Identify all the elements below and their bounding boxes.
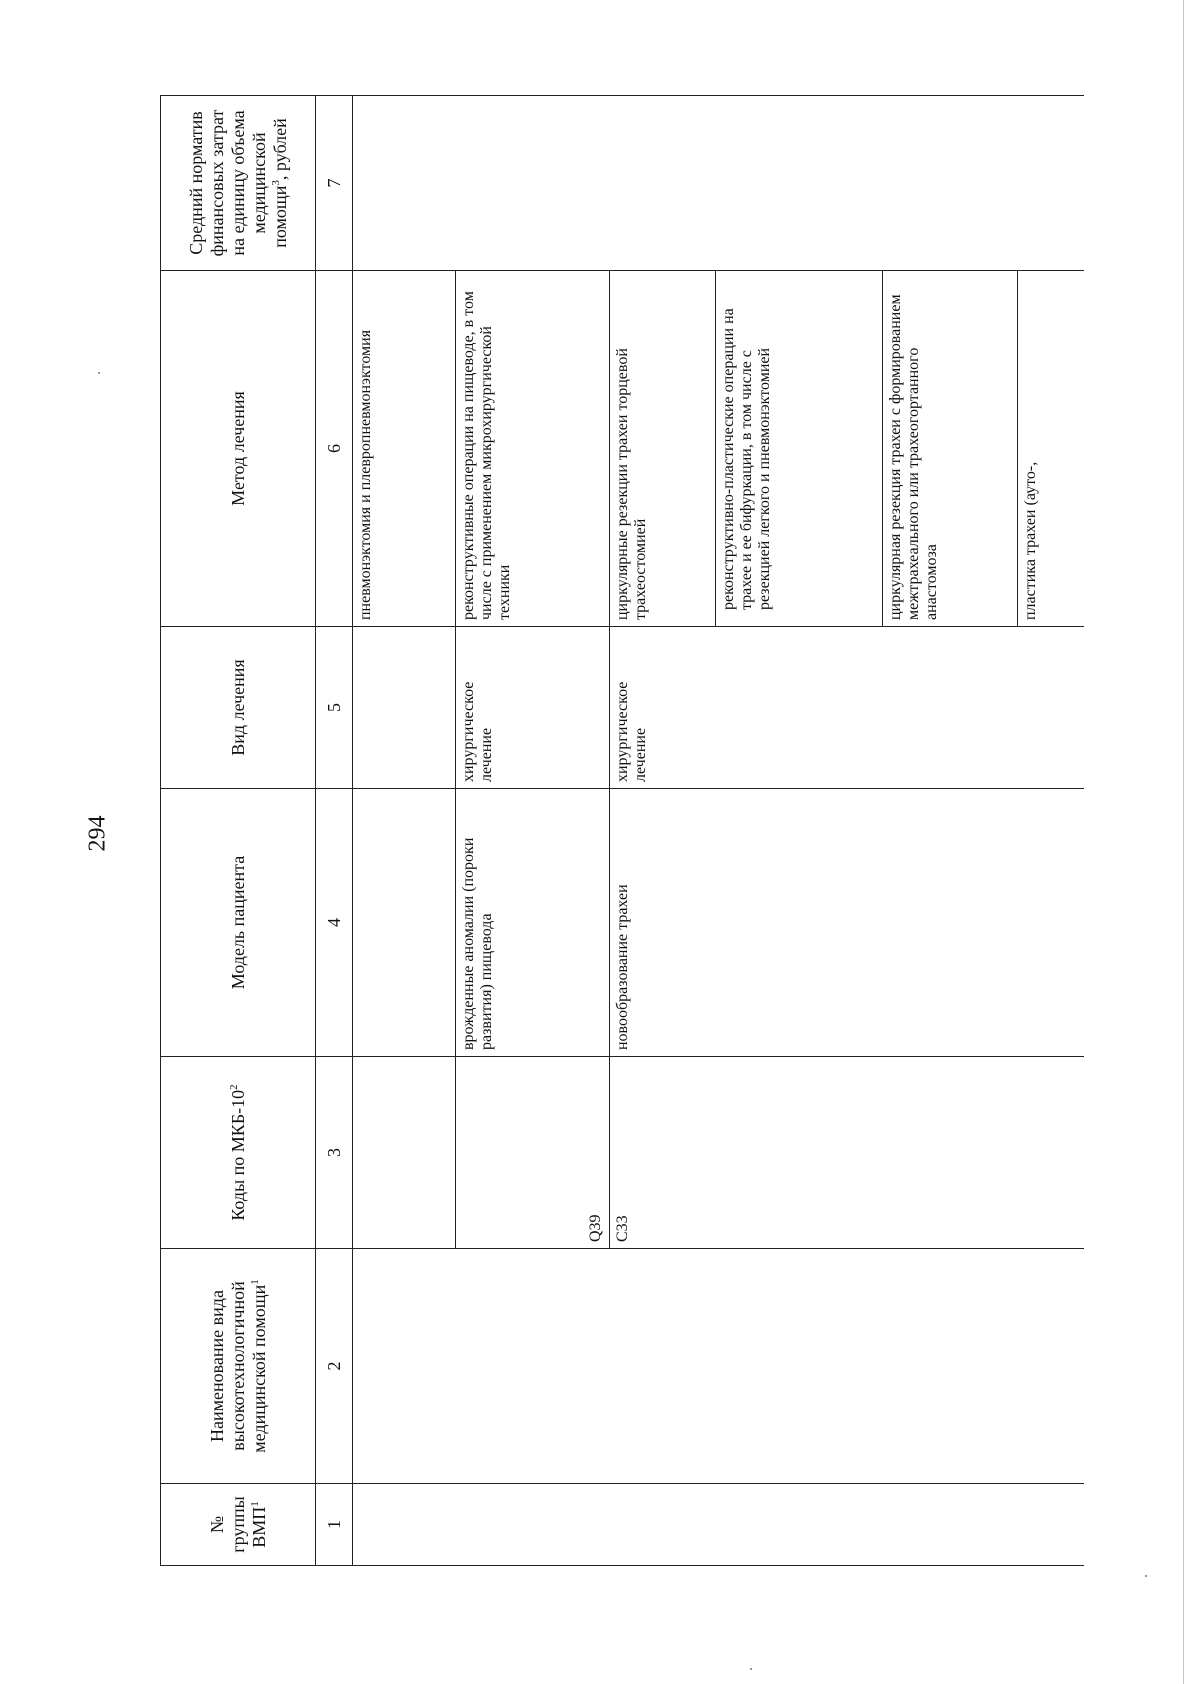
cell-patient-model	[353, 789, 456, 1057]
cell-patient-model: новообразование трахеи	[610, 789, 1084, 1057]
column-number: 4	[316, 789, 353, 1057]
scan-speck	[750, 1668, 752, 1670]
column-number: 5	[316, 627, 353, 789]
cell-icd-code: C33	[610, 1057, 1084, 1249]
treatment-method-item: циркулярные резекции трахеи торцевой трахеостомией	[610, 271, 715, 626]
header-care-type: Наименование вида высокотехнологичной медицинской помощи$^1$	[161, 1249, 316, 1484]
column-number: 7	[316, 96, 353, 271]
cell-treatment-method: пневмонэктомия и плевропневмонэктомия	[353, 271, 456, 627]
cell-icd-code: Q39	[456, 1057, 610, 1249]
column-number: 2	[316, 1249, 353, 1484]
cell-cost-norm-empty	[353, 96, 1084, 271]
cell-treatment-type: хирургическое лечение	[456, 627, 610, 789]
page-number: 294	[84, 815, 111, 852]
cell-group-number-empty	[353, 1484, 1084, 1566]
header-icd-codes: Коды по МКБ-$10^2$	[161, 1057, 316, 1249]
header-treatment-type: Вид лечения	[161, 627, 316, 789]
cell-treatment-type	[353, 627, 456, 789]
header-treatment-method: Метод лечения	[161, 271, 316, 627]
header-patient-model: Модель пациента	[161, 789, 316, 1057]
cell-care-type-empty	[353, 1249, 1084, 1484]
treatment-method-item: реконструктивно-пластические операции на трахее и ее бифуркации, в том числе с резекцией легкого и пневмонэктомией	[715, 271, 882, 626]
column-number: 6	[316, 271, 353, 627]
column-number-row	[316, 96, 353, 1566]
cell-patient-model: врожденные аномалии (пороки развития) пищевода	[456, 789, 610, 1057]
header-cost-norm: Средний норматив финансовых затрат на единицу объема медицинской помощи$^3$, рублей	[161, 96, 316, 271]
cell-treatment-type: хирургическое лечение	[610, 627, 1084, 789]
scan-speck	[98, 372, 100, 374]
cell-icd-code	[353, 1057, 456, 1249]
cell-treatment-methods	[610, 271, 1084, 627]
header-group-number: № группы ВМП$^1$	[161, 1484, 316, 1566]
treatment-method-list	[610, 271, 1084, 626]
column-number: 1	[316, 1484, 353, 1566]
header-row	[161, 96, 316, 1566]
cell-treatment-method: реконструктивные операции на пищеводе, в том числе с применением микрохирургической техники	[456, 271, 610, 627]
table-row	[353, 96, 456, 1566]
vmp-table	[160, 95, 1084, 1566]
treatment-method-item: пластика трахеи (ауто-,	[1021, 461, 1039, 620]
column-number: 3	[316, 1057, 353, 1249]
scan-edge	[1183, 0, 1184, 1684]
scan-speck	[1145, 1575, 1147, 1577]
rotated-table-wrapper	[160, 96, 1083, 1566]
treatment-method-item: циркулярная резекция трахеи с формированием межтрахеального или трахеогортанного анастомоза	[882, 271, 1017, 626]
